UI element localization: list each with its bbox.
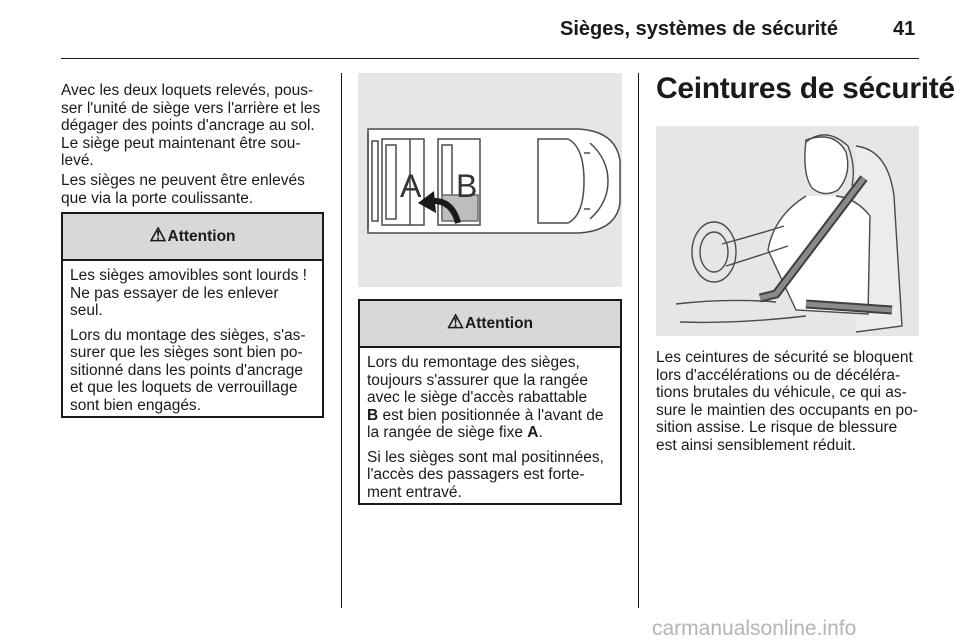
attention-header xyxy=(360,301,620,348)
driver-seatbelt-drawing xyxy=(656,126,919,336)
attention-box xyxy=(61,212,324,418)
attention-title: Attention xyxy=(167,227,236,245)
attention-box xyxy=(358,299,622,505)
body-paragraph: Les ceintures de sécurité se bloquent lors d'accélérations ou de décéléra- tions brutales du véhicule, ce qui as- sure le maintien des occupants en po- sition assise. Le risque de blessure est ainsi sensiblement réduit. xyxy=(656,349,918,454)
seat-layout-figure xyxy=(358,73,622,287)
warning-triangle-icon: ⚠ xyxy=(149,225,167,246)
attention-header xyxy=(63,214,322,261)
body-paragraph: Les sièges ne peuvent être enlevés que via la porte coulissante. xyxy=(61,172,305,207)
attention-paragraph: Lors du remontage des sièges, toujours s'assurer que la rangée avec le siège d'accès rabattable B est bien positionnée à l'avant de la rangée de siège fixe A. xyxy=(367,354,604,441)
page-header-title: Sièges, systèmes de sécurité xyxy=(560,18,838,40)
header-rule xyxy=(61,58,919,59)
attention-paragraph: Les sièges amovibles sont lourds ! Ne pas essayer de les enlever seul. xyxy=(70,267,307,319)
page-number: 41 xyxy=(893,18,916,40)
warning-triangle-icon: ⚠ xyxy=(446,312,465,333)
body-paragraph: Avec les deux loquets relevés, pous- ser l'unité de siège vers l'arrière et les dégager des points d'ancrage au sol. Le siège peut maintenant être sou- levé. xyxy=(61,82,321,169)
column-divider xyxy=(341,73,342,608)
seatbelt-illustration xyxy=(656,126,919,336)
attention-paragraph: Si les sièges sont mal positinnées, l'accès des passagers est forte- ment entravé. xyxy=(367,448,604,501)
attention-title: Attention xyxy=(465,314,534,332)
watermark-text: carmanualsonline.info xyxy=(652,617,857,640)
column-divider xyxy=(638,73,639,608)
seat-label-a: A xyxy=(400,168,422,204)
section-heading: Ceintures de sécurité xyxy=(656,72,955,105)
vehicle-seat-diagram xyxy=(358,73,622,287)
seat-label-b: B xyxy=(456,168,478,204)
attention-paragraph: Lors du montage des sièges, s'as- surer que les sièges sont bien po- sitionné dans les points d'ancrage et que les loquets de verrouillage sont bien engagés. xyxy=(70,326,306,414)
